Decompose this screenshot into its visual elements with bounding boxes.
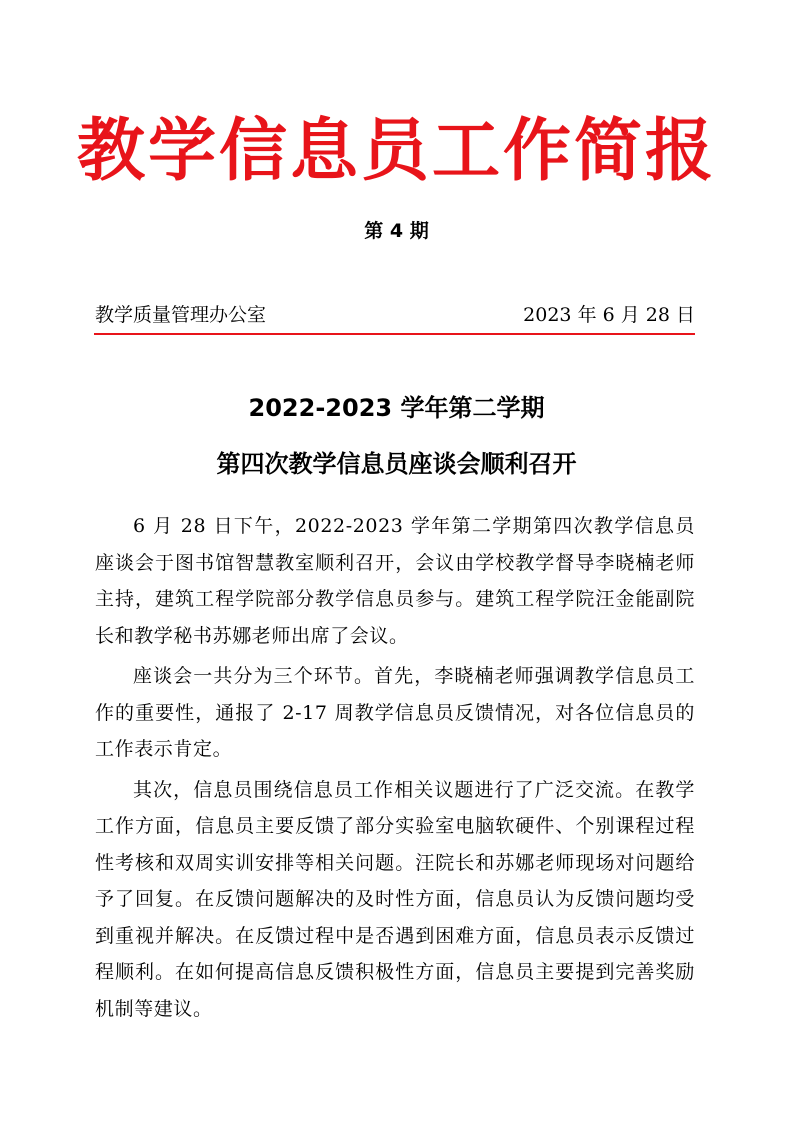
newsletter-title: 教学信息员工作简报 <box>76 112 716 191</box>
issue-date: 2023 年 6 月 28 日 <box>523 304 695 326</box>
paragraph-1: 6 月 28 日下午，2022-2023 学年第二学期第四次教学信息员座谈会于图书馆智慧教室顺利召开，会议由学校教学督导李晓楠老师主持，建筑工程学院部分教学信息员参与。建筑工程学院汪金能副院长和教学秘书苏娜老师出席了会议。 <box>95 515 695 647</box>
header-divider <box>94 333 695 335</box>
office-name: 教学质量管理办公室 <box>95 304 267 326</box>
paragraph-3: 其次，信息员围绕信息员工作相关议题进行了广泛交流。在教学工作方面，信息员主要反馈了部分实验室电脑软硬件、个别课程过程性考核和双周实训安排等相关问题。汪院长和苏娜老师现场对问题给予了回复。在反馈问题解决的及时性方面，信息员认为反馈问题均受到重视并解决。在反馈过程中是否遇到困难方面，信息员表示反馈过程顺利。在如何提高信息反馈积极性方面，信息员主要提到完善奖励机制等建议。 <box>95 778 695 1020</box>
issue-number: 第 4 期 <box>364 220 429 242</box>
article-title-line-2: 第四次教学信息员座谈会顺利召开 <box>216 450 577 478</box>
article-body <box>95 508 695 1031</box>
header-row <box>95 300 695 330</box>
paragraph-2: 座谈会一共分为三个环节。首先，李晓楠老师强调教学信息员工作的重要性，通报了 2-17 周教学信息员反馈情况，对各位信息员的工作表示肯定。 <box>95 665 695 760</box>
article-title-line-1: 2022-2023 学年第二学期 <box>248 394 545 422</box>
